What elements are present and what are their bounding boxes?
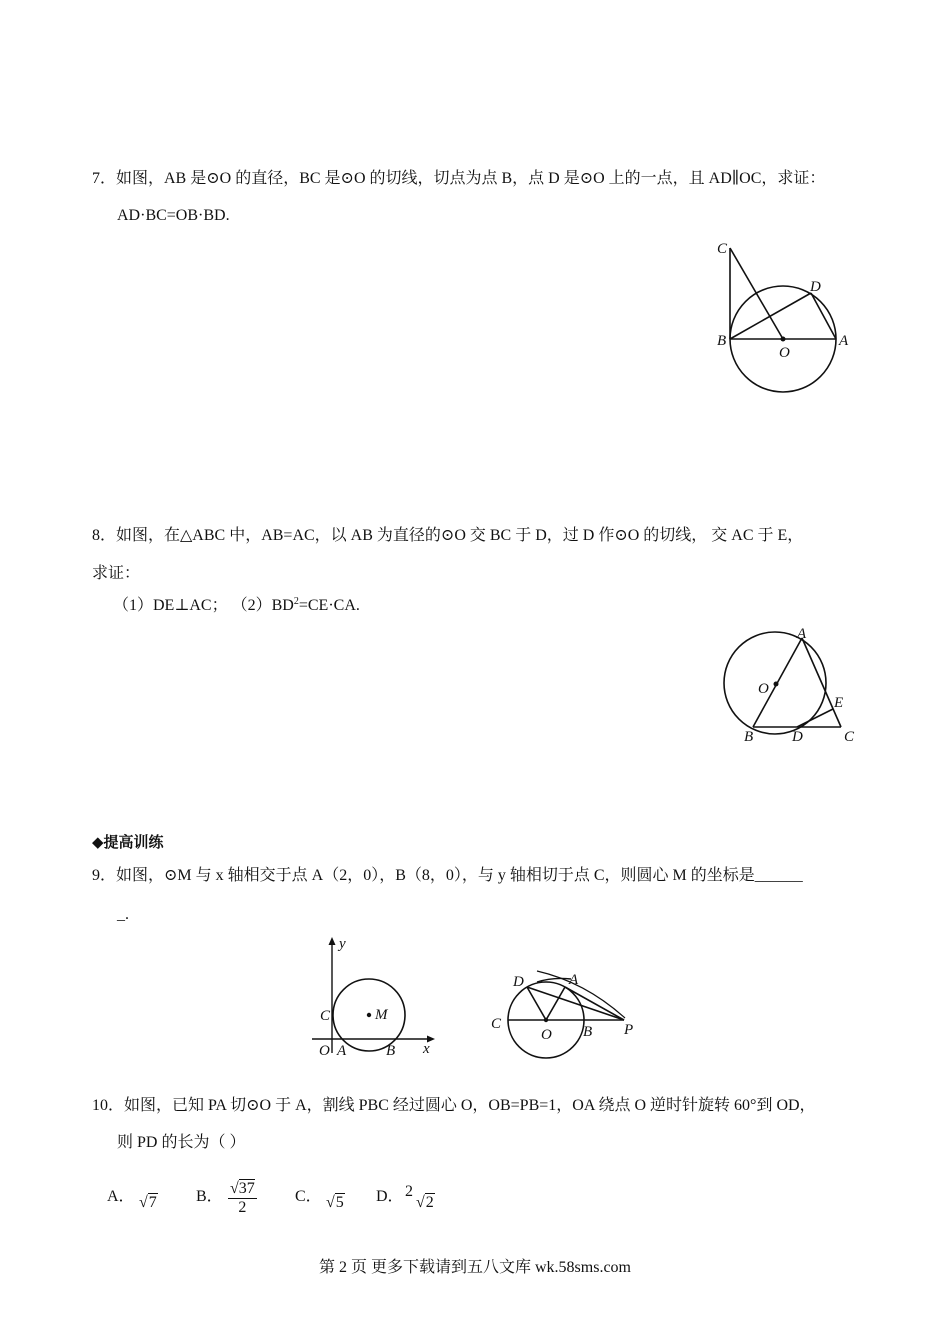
- q7-label-o: O: [779, 345, 790, 361]
- q10-option-d-value: √2: [416, 1194, 434, 1211]
- q10-label-p: P: [624, 1022, 634, 1038]
- q10-option-d-label: D．: [376, 1188, 404, 1205]
- page-footer: 第 2 页 更多下载请到五八文库 wk.58sms.com: [318, 1259, 631, 1276]
- q8-text-line3: [113, 596, 360, 616]
- q7-figure: [715, 236, 855, 396]
- q8-part1-text: （1）DE⊥AC； （2）BD: [113, 597, 294, 614]
- q9-figure: [310, 933, 450, 1058]
- q7-label-d: D: [810, 279, 821, 295]
- q8-text-line1: 8．如图，在△ABC 中，AB=AC，以 AB 为直径的⊙O 交 BC 于 D，过 D 作⊙O 的切线， 交 AC 于 E，: [92, 527, 804, 544]
- q8-label-b: B: [744, 729, 754, 745]
- q10-option-b-label: B．: [196, 1188, 223, 1205]
- q10-label-c: C: [491, 1016, 502, 1032]
- q8-part2-text: =CE·CA.: [298, 597, 360, 614]
- q10-option-c-label: C．: [295, 1188, 322, 1205]
- q7-label-c: C: [717, 241, 728, 257]
- q10-text-line1: 10．如图，已知 PA 切⊙O 于 A，割线 PBC 经过圆心 O，OB=PB=1，OA 绕点 O 逆时针旋转 60°到 OD，: [92, 1097, 816, 1114]
- q10-label-d: D: [513, 974, 524, 990]
- q9-label-o: O: [319, 1043, 330, 1058]
- q8-figure: [720, 624, 860, 749]
- q8-label-d: D: [792, 729, 803, 745]
- q9-label-m: M: [375, 1007, 388, 1023]
- q10-option-b-fraction: [228, 1180, 257, 1217]
- q10-option-a-value: √7: [139, 1194, 157, 1211]
- q8-superscript: 2: [293, 596, 299, 607]
- q9-label-b: B: [386, 1043, 396, 1058]
- q10-option-b-radicand: 37: [238, 1180, 255, 1197]
- q9-text-line2: _.: [117, 906, 129, 923]
- q9-label-a: A: [337, 1043, 347, 1058]
- q10-option-a-radicand: 7: [148, 1194, 157, 1211]
- q7-label-b: B: [717, 333, 727, 349]
- q7-label-a: A: [839, 333, 849, 349]
- q7-text-line1: 7．如图，AB 是⊙O 的直径，BC 是⊙O 的切线，切点为点 B，点 D 是⊙O 上的一点，且 AD∥OC，求证：: [92, 170, 826, 187]
- q10-label-a: A: [569, 972, 579, 988]
- q10-option-a-label: A．: [107, 1188, 135, 1205]
- q10-label-o: O: [541, 1027, 552, 1043]
- q10-label-b: B: [583, 1024, 593, 1040]
- q9-label-c: C: [320, 1008, 331, 1024]
- q9-label-y: y: [339, 936, 346, 952]
- q10-option-c-radicand: 5: [335, 1194, 344, 1211]
- q10-option-d-coefficient: 2: [405, 1183, 413, 1200]
- q9-text-line1: 9．如图，⊙M 与 x 轴相交于点 A（2，0），B（8，0），与 y 轴相切于点 C，则圆心 M 的坐标是______: [92, 867, 803, 884]
- section-title: ◆提高训练: [92, 834, 164, 851]
- q9-label-x: x: [423, 1041, 430, 1057]
- q10-option-c-value: √5: [326, 1194, 344, 1211]
- q10-option-b-numerator: √37: [230, 1180, 255, 1197]
- q8-label-o: O: [758, 681, 769, 697]
- q10-figure: [485, 962, 655, 1077]
- q8-label-e: E: [834, 695, 844, 711]
- q8-text-line2: 求证：: [92, 565, 141, 582]
- q10-option-d-radicand: 2: [425, 1194, 434, 1211]
- q7-text-line2: AD·BC=OB·BD.: [117, 207, 230, 224]
- q10-text-line2: 则 PD 的长为（ ）: [117, 1134, 246, 1151]
- q8-label-a: A: [797, 626, 807, 642]
- q10-option-b-denominator: 2: [238, 1199, 247, 1216]
- q8-label-c: C: [844, 729, 855, 745]
